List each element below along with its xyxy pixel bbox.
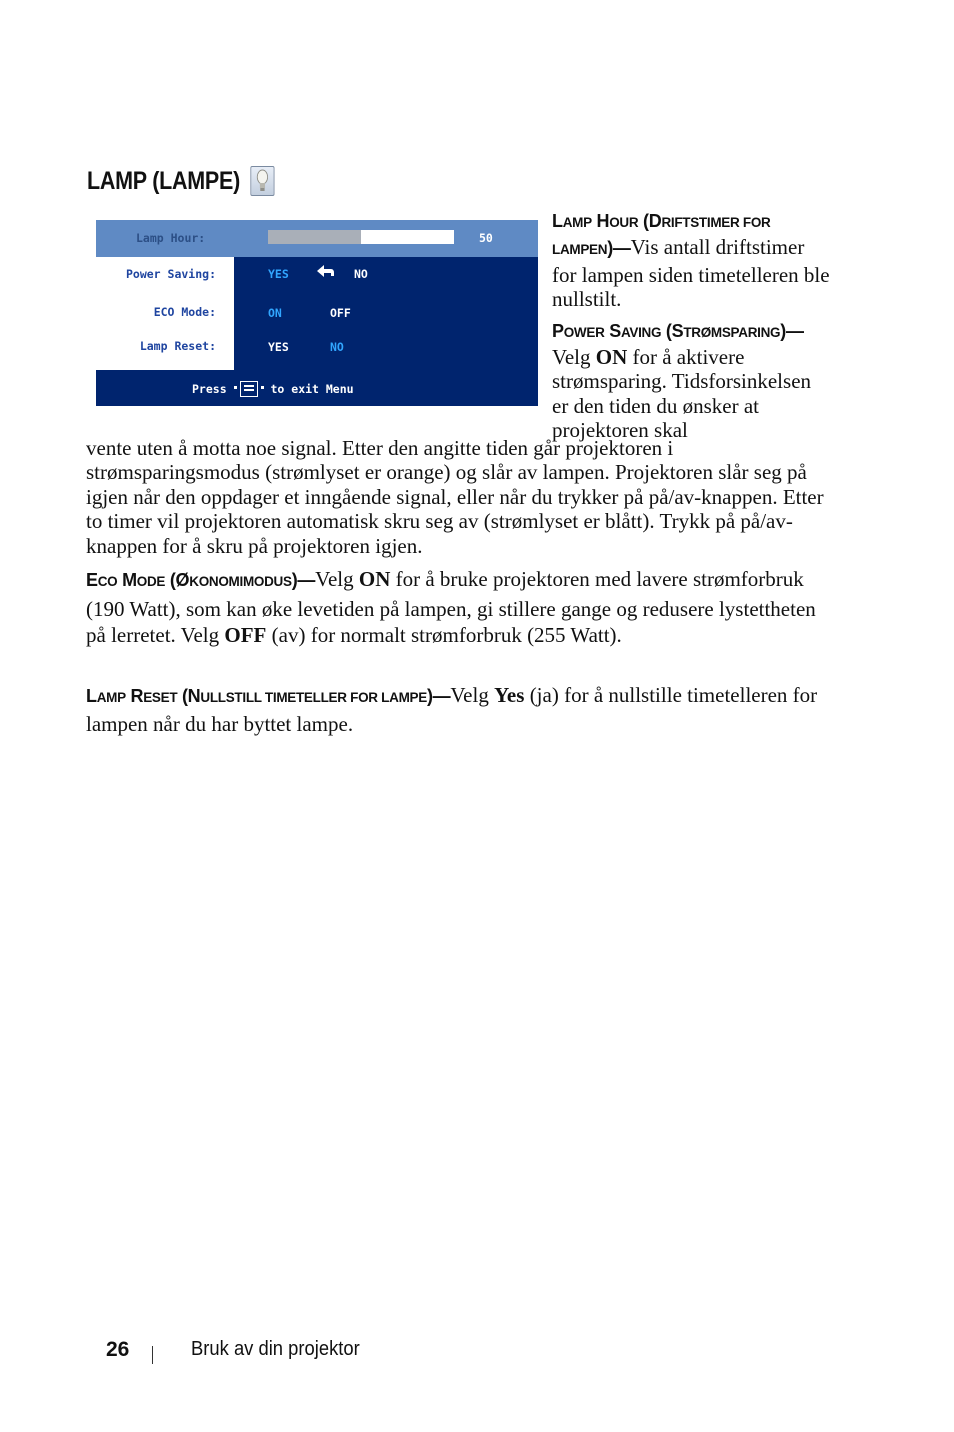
- lamp-hour-bar: [268, 230, 454, 244]
- footer-title: Bruk av din projektor: [191, 1338, 360, 1360]
- osd-label-column: [96, 257, 234, 370]
- eco-mode-on[interactable]: ON: [268, 306, 282, 320]
- power-saving-paragraph: POWER SAVING (STRØMSPARING)—Velg ON for å aktivere strømsparing. Tidsforsinkelsen er den tiden du ønsker at projektoren skal: [552, 320, 812, 443]
- power-saving-continuation: [86, 436, 826, 558]
- eco-mode-off[interactable]: OFF: [330, 306, 351, 320]
- osd-footer: [96, 370, 538, 406]
- osd-footer-text: [192, 381, 354, 397]
- footer-exit: to exit Menu: [270, 382, 354, 396]
- power-saving-yes[interactable]: YES: [268, 267, 289, 281]
- lamp-hour-row: [96, 220, 538, 257]
- lamp-hour-label: Lamp Hour:: [136, 231, 206, 245]
- enter-arrow-icon: [314, 262, 336, 283]
- page-title: LAMP (LAMPE): [87, 166, 240, 195]
- power-saving-text-continued: vente uten å motta noe signal. Etter den angitte tiden går projektoren i strømsparingsmodus (strømlyset er orange) og slår av lampen. Projektoren slår seg på igjen når den oppdager et inngående signal, eller når du trykker på på/av-knappen. Etter to timer vil projektoren automatisk skru seg av (strømlyset er blått). Trykk på på/av-knappen for å skru på projektoren igjen.: [86, 436, 824, 558]
- side-column: [552, 208, 832, 443]
- eco-mode-on: ON: [358, 567, 391, 591]
- lamp-hour-term: LAMP HOUR (DRIFTSTIMER FOR LAMPEN)—: [552, 211, 771, 259]
- osd-lamp-menu: [96, 220, 538, 406]
- lamp-hour-text: Vis antall driftstimer for lampen siden timetelleren ble nullstilt.: [552, 235, 830, 312]
- lamp-hour-value: 50: [479, 231, 493, 245]
- section-heading: [87, 166, 274, 196]
- eco-mode-label: ECO Mode:: [153, 305, 216, 319]
- power-saving-no[interactable]: NO: [354, 267, 368, 281]
- lamp-reset-yes[interactable]: YES: [268, 340, 289, 354]
- eco-mode-off: OFF: [224, 623, 267, 647]
- lamp-reset-no[interactable]: NO: [330, 340, 344, 354]
- page-number: 26: [106, 1338, 130, 1361]
- lamp-reset-yes-text: Yes: [494, 683, 525, 707]
- footer-separator: [152, 1346, 153, 1364]
- lamp-reset-paragraph: LAMP RESET (NULLSTILL TIMETELLER FOR LAMPE)—Velg Yes (ja) for å nullstille timetelleren for lampen når du har byttet lampe.: [86, 683, 818, 736]
- lamp-reset-term: LAMP RESET (NULLSTILL TIMETELLER FOR LAMPE)—: [86, 686, 451, 706]
- power-saving-on: ON: [595, 345, 628, 370]
- dot-icon: [234, 386, 237, 389]
- power-saving-label: Power Saving:: [125, 267, 216, 281]
- menu-button-icon: [240, 381, 258, 397]
- footer-press: Press: [192, 382, 227, 396]
- eco-mode-term: ECO MODE (ØKONOMIMODUS)—: [86, 570, 316, 590]
- lamp-hour-bar-fill: [268, 230, 361, 244]
- power-saving-term: POWER SAVING (STRØMSPARING)—: [552, 320, 804, 341]
- eco-mode-paragraph: ECO MODE (ØKONOMIMODUS)—Velg ON for å bruke projektoren med lavere strømforbruk (190 Watt), som kan øke levetiden på lampen, gi stillere gange og redusere lystettheten på lerretet. Velg OFF (av) for normalt strømforbruk (255 Watt).: [86, 567, 816, 647]
- lamp-reset-label: Lamp Reset:: [139, 339, 216, 353]
- lamp-hour-paragraph: [552, 208, 832, 312]
- dot-icon: [261, 386, 264, 389]
- lightbulb-icon: [250, 166, 274, 196]
